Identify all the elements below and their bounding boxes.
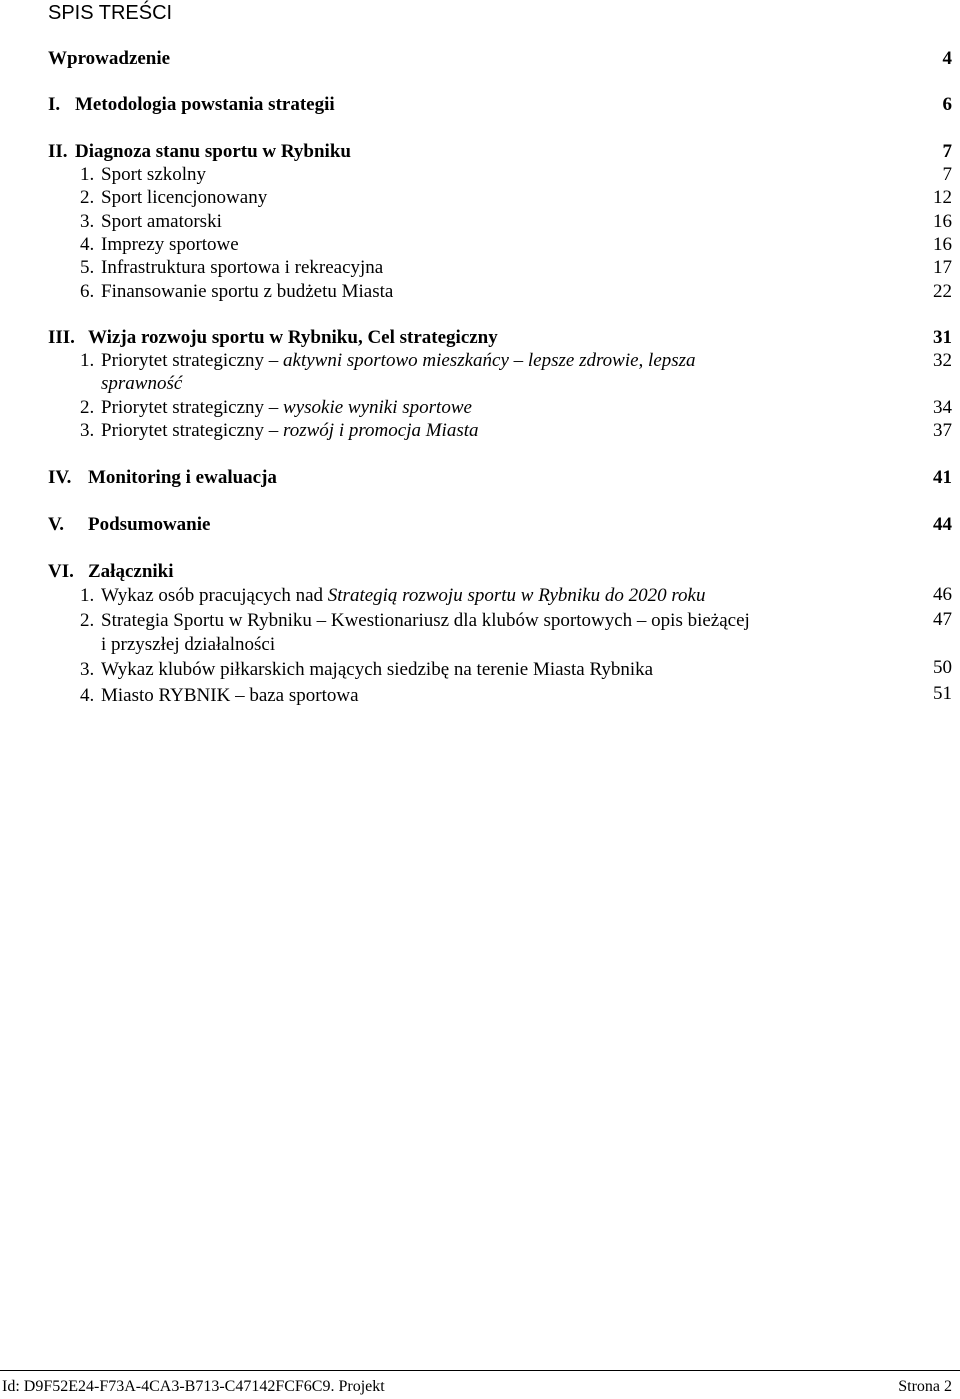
toc-title: SPIS TREŚCI bbox=[48, 2, 173, 24]
toc-s1-label: Metodologia powstania strategii bbox=[75, 94, 335, 115]
priority-prefix: Priorytet strategiczny bbox=[101, 420, 265, 441]
toc-s2-item-page: 22 bbox=[933, 281, 952, 302]
toc-s6-item-page: 51 bbox=[933, 683, 952, 704]
toc-s6-item-num: 4. bbox=[80, 685, 95, 706]
toc-s3-item-label bbox=[101, 421, 479, 441]
toc-s6-item-label bbox=[101, 586, 705, 606]
toc-s3-page: 31 bbox=[933, 327, 952, 348]
toc-intro-label: Wprowadzenie bbox=[48, 48, 171, 69]
toc-s2-item-num: 6. bbox=[80, 281, 95, 302]
footer-divider bbox=[0, 1370, 960, 1371]
toc-s3-item-num: 1. bbox=[80, 350, 95, 371]
toc-s2-page: 7 bbox=[942, 141, 952, 162]
toc-s6-item-page: 47 bbox=[933, 609, 952, 630]
toc-s4-num: IV. bbox=[48, 467, 72, 488]
toc-s6-num: VI. bbox=[48, 561, 74, 582]
toc-s2-item-label: Imprezy sportowe bbox=[101, 234, 239, 255]
toc-s2-item-label: Sport licencjonowany bbox=[101, 187, 268, 208]
toc-s3-item-label bbox=[101, 398, 472, 418]
appendix-title: Strategią rozwoju sportu w Rybniku do 2020 roku bbox=[327, 585, 706, 606]
toc-s4-label: Monitoring i ewaluacja bbox=[88, 467, 277, 488]
priority-dash: – bbox=[264, 420, 284, 441]
priority-dash: – bbox=[264, 350, 284, 371]
toc-s2-item-num: 1. bbox=[80, 164, 95, 185]
toc-s1-num: I. bbox=[48, 94, 61, 115]
footer-document-id: Id: D9F52E24-F73A-4CA3-B713-C47142FCF6C9. Projekt bbox=[2, 1378, 385, 1395]
toc-s6-item-label: Wykaz klubów piłkarskich mających siedzibę na terenie Miasta Rybnika bbox=[101, 659, 654, 680]
toc-s4-page: 41 bbox=[933, 467, 952, 488]
toc-s2-item-label: Finansowanie sportu z budżetu Miasta bbox=[101, 281, 394, 302]
toc-s6-item-page: 46 bbox=[933, 584, 952, 605]
toc-intro-page: 4 bbox=[942, 48, 952, 69]
toc-s6-item-label: Miasto RYBNIK – baza sportowa bbox=[101, 685, 359, 706]
toc-s6-item-num: 3. bbox=[80, 659, 95, 680]
footer-page-number: Strona 2 bbox=[898, 1378, 952, 1395]
toc-s2-item-num: 5. bbox=[80, 257, 95, 278]
toc-s6-item-page: 50 bbox=[933, 657, 952, 678]
toc-s5-label: Podsumowanie bbox=[88, 514, 211, 535]
toc-s3-item-continuation: sprawność bbox=[101, 373, 183, 394]
toc-s6-label: Załączniki bbox=[88, 561, 174, 582]
toc-s5-num: V. bbox=[48, 514, 65, 535]
toc-s2-item-num: 4. bbox=[80, 234, 95, 255]
toc-s2-num: II. bbox=[48, 141, 68, 162]
toc-s3-item-page: 32 bbox=[933, 350, 952, 371]
toc-s3-label: Wizja rozwoju sportu w Rybniku, Cel strategiczny bbox=[88, 327, 498, 348]
toc-s2-item-num: 2. bbox=[80, 187, 95, 208]
toc-s6-item-label: Strategia Sportu w Rybniku – Kwestionariusz dla klubów sportowych – opis bieżącej bbox=[101, 610, 750, 631]
toc-s3-item-page: 37 bbox=[933, 420, 952, 441]
appendix-prefix: Wykaz osób pracujących nad bbox=[101, 585, 328, 606]
toc-s1-page: 6 bbox=[942, 94, 952, 115]
toc-s2-item-label: Sport amatorski bbox=[101, 211, 222, 232]
priority-title: rozwój i promocja Miasta bbox=[283, 420, 479, 441]
toc-s5-page: 44 bbox=[933, 514, 952, 535]
toc-s2-item-page: 12 bbox=[933, 187, 952, 208]
toc-s2-item-label: Infrastruktura sportowa i rekreacyjna bbox=[101, 257, 384, 278]
toc-s2-item-page: 17 bbox=[933, 257, 952, 278]
toc-s3-item-num: 3. bbox=[80, 420, 95, 441]
toc-s2-item-page: 16 bbox=[933, 211, 952, 232]
toc-s3-item-page: 34 bbox=[933, 397, 952, 418]
toc-s2-label: Diagnoza stanu sportu w Rybniku bbox=[75, 141, 351, 162]
toc-s6-item-num: 2. bbox=[80, 610, 95, 631]
toc-s6-item-num: 1. bbox=[80, 585, 95, 606]
toc-s2-item-label: Sport szkolny bbox=[101, 164, 207, 185]
priority-prefix: Priorytet strategiczny bbox=[101, 350, 265, 371]
priority-title: aktywni sportowo mieszkańcy – lepsze zdrowie, lepsza bbox=[283, 350, 696, 371]
toc-s2-item-num: 3. bbox=[80, 211, 95, 232]
priority-dash: – bbox=[264, 397, 284, 418]
toc-s2-item-page: 7 bbox=[942, 164, 952, 185]
priority-title: wysokie wyniki sportowe bbox=[283, 397, 472, 418]
toc-s3-item-label bbox=[101, 351, 696, 371]
toc-s6-item-continuation: i przyszłej działalności bbox=[101, 634, 276, 655]
toc-s3-num: III. bbox=[48, 327, 75, 348]
toc-s3-item-num: 2. bbox=[80, 397, 95, 418]
toc-s2-item-page: 16 bbox=[933, 234, 952, 255]
priority-prefix: Priorytet strategiczny bbox=[101, 397, 265, 418]
